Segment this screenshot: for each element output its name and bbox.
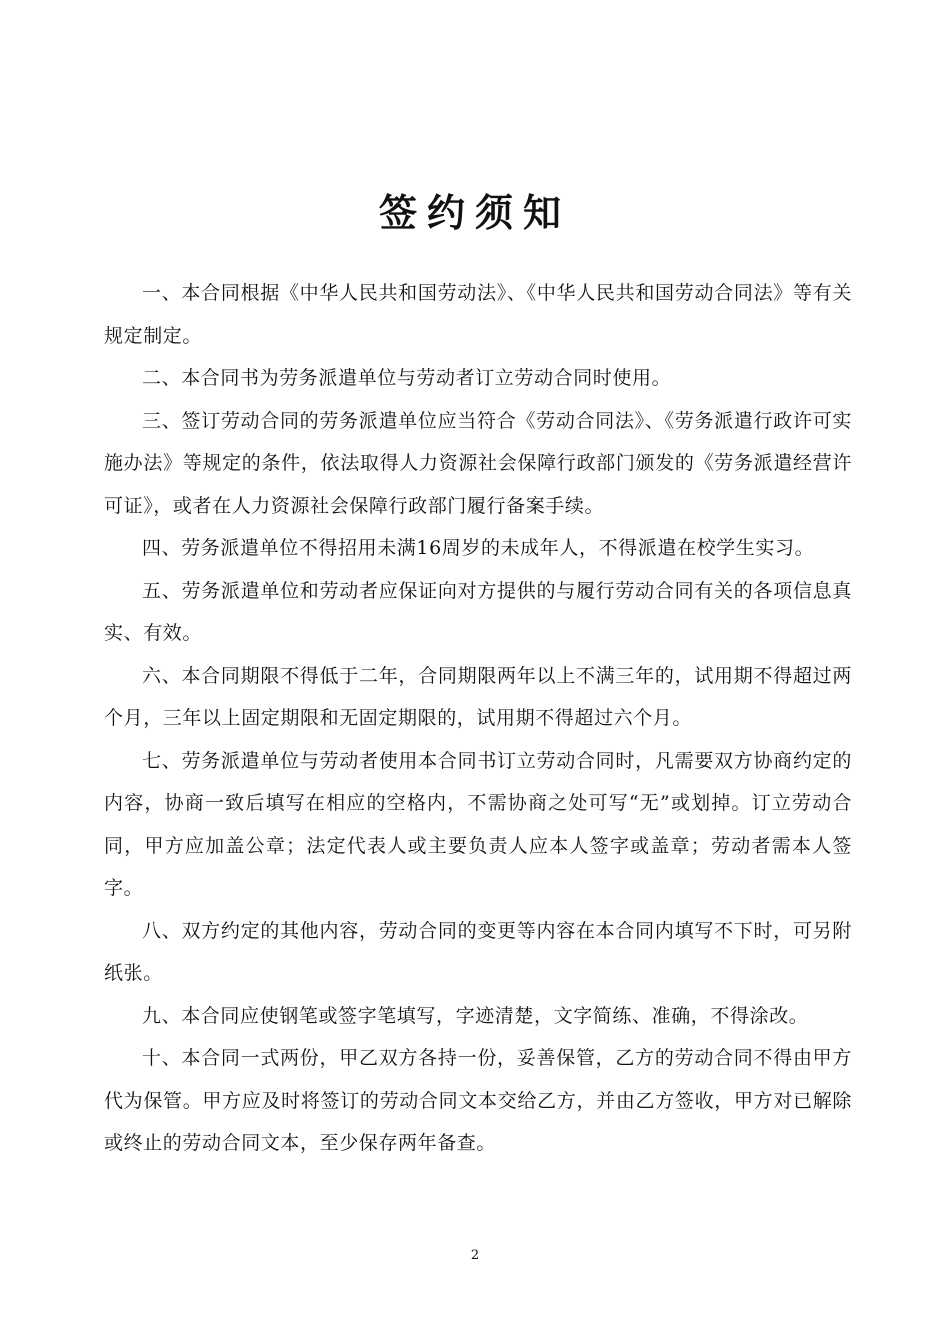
notice-paragraph-5: 五、劳务派遣单位和劳动者应保证向对方提供的与履行劳动合同有关的各项信息真实、有效。 <box>104 579 852 644</box>
notice-paragraph-1: 一、本合同根据《中华人民共和国劳动法》、《中华人民共和国劳动合同法》等有关规定制定。 <box>104 282 852 347</box>
notice-content <box>104 272 852 1165</box>
notice-paragraph-9: 九、本合同应使钢笔或签字笔填写，字迹清楚，文字简练、准确，不得涂改。 <box>142 1004 809 1027</box>
notice-paragraph-8: 八、双方约定的其他内容，劳动合同的变更等内容在本合同内填写不下时，可另附纸张。 <box>104 919 852 984</box>
page-number: 2 <box>470 1248 480 1263</box>
page-title: 签约须知 <box>378 190 571 236</box>
notice-paragraph-2: 二、本合同书为劳务派遣单位与劳动者订立劳动合同时使用。 <box>142 367 672 389</box>
notice-paragraph-3: 三、签订劳动合同的劳务派遣单位应当符合《劳动合同法》、《劳务派遣行政许可实施办法》等规定的条件，依法取得人力资源社会保障行政部门颁发的《劳务派遣经营许可证》，或者在人力资源社会保障行政部门履行备案手续。 <box>104 409 852 517</box>
notice-paragraph-4: 四、劳务派遣单位不得招用未满16周岁的未成年人，不得派遣在校学生实习。 <box>142 537 815 559</box>
notice-paragraph-10: 十、本合同一式两份，甲乙双方各持一份，妥善保管，乙方的劳动合同不得由甲方代为保管。甲方应及时将签订的劳动合同文本交给乙方，并由乙方签收，甲方对已解除或终止的劳动合同文本，至少保存两年备查。 <box>104 1047 852 1154</box>
notice-paragraph-6: 六、本合同期限不得低于二年，合同期限两年以上不满三年的，试用期不得超过两个月，三年以上固定期限和无固定期限的，试用期不得超过六个月。 <box>104 664 852 729</box>
notice-paragraph-7: 七、劳务派遣单位与劳动者使用本合同书订立劳动合同时，凡需要双方协商约定的内容，协商一致后填写在相应的空格内，不需协商之处可写“无”或划掉。订立劳动合同，甲方应加盖公章；法定代表人或主要负责人应本人签字或盖章；劳动者需本人签字。 <box>104 749 852 899</box>
